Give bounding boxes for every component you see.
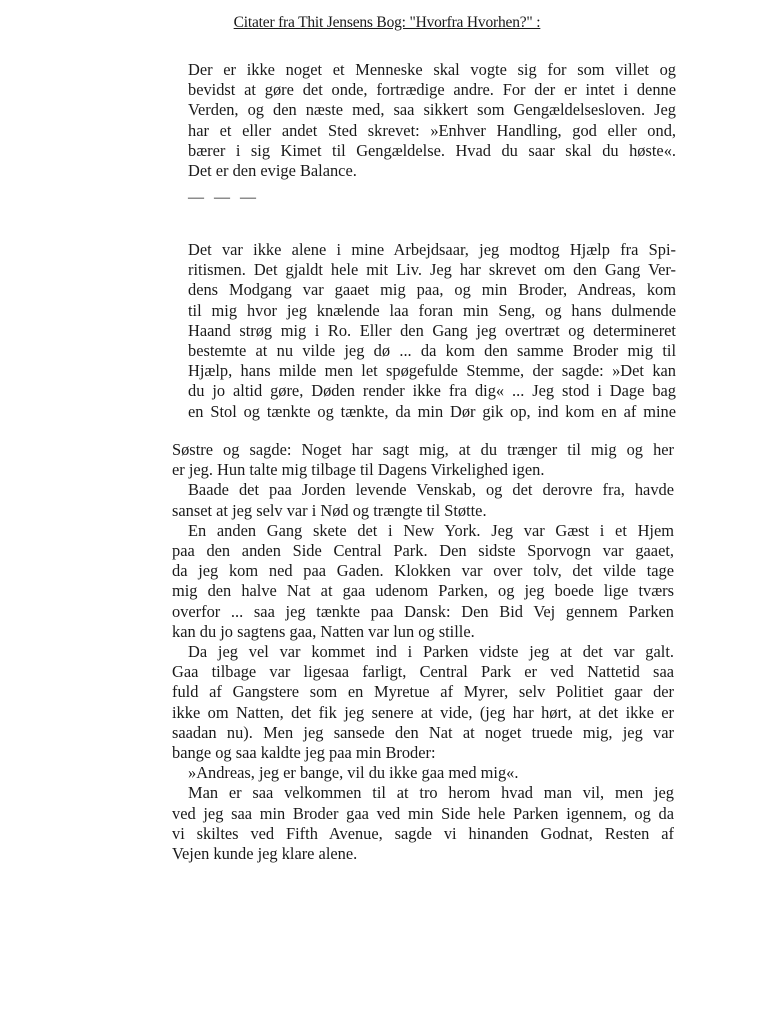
text-line: En anden Gang skete det i New York. Jeg var Gæst i et Hjem: [188, 520, 674, 540]
text-line: saadan nu). Men jeg sansede den Nat at noget truede mig, jeg var: [172, 722, 674, 742]
text-line: Hjælp, hans milde men let spøgefulde Stemme, der sagde: »Det kan: [188, 361, 676, 381]
text-line: bærer i sig Kimet til Gengældelse. Hvad du saar skal du høste«.: [188, 140, 676, 160]
text-line: Verden, og den næste med, saa sikkert som Gengældelsesloven. Jeg: [188, 100, 676, 120]
text-line: da jeg kom ned paa Gaden. Klokken var over tolv, det vilde tage: [172, 561, 674, 581]
text-line: er jeg. Hun talte mig tilbage til Dagens Virkelighed igen.: [172, 460, 545, 480]
paragraph-spiritism: [188, 240, 676, 422]
text-line: Haand strøg mig i Ro. Eller den Gang jeg overtræt og determineret: [188, 320, 676, 340]
text-line: »Andreas, jeg er bange, vil du ikke gaa med mig«.: [188, 763, 519, 783]
text-line: har et eller andet Sted skrevet: »Enhver Handling, god eller ond,: [188, 120, 676, 140]
text-line: ved jeg saa min Broder gaa ved min Side hele Parken igennem, og da: [172, 803, 674, 823]
paragraph-balance: [188, 60, 676, 181]
text-line: vi skiltes ved Fifth Avenue, sagde vi hinanden Godnat, Resten af: [172, 823, 674, 843]
text-line: Søstre og sagde: Noget har sagt mig, at du trænger til mig og her: [172, 440, 674, 459]
text-line: kan du jo sagtens gaa, Natten var lun og stille.: [172, 621, 475, 641]
text-line: bange og saa kaldte jeg paa min Broder:: [172, 743, 436, 763]
text-line: sanset at jeg selv var i Nød og trængte til Støtte.: [172, 500, 487, 520]
text-line: ritismen. Det gjaldt hele mit Liv. Jeg har skrevet om den Gang Ver-: [188, 260, 676, 280]
text-line: Der er ikke noget et Menneske skal vogte sig for som villet og: [188, 60, 676, 79]
text-line: dens Modgang var gaaet mig paa, og min Broder, Andreas, kom: [188, 280, 676, 300]
text-line: Da jeg vel var kommet ind i Parken vidste jeg at det var galt.: [188, 642, 674, 662]
text-line: til mig hvor jeg knælende laa foran min Seng, og hans dulmende: [188, 300, 676, 320]
text-line: Gaa tilbage var ligesaa farligt, Central Park er ved Nattetid saa: [172, 662, 674, 682]
section-separator: — — —: [188, 189, 259, 206]
page-title: Citater fra Thit Jensens Bog: "Hvorfra Hvorhen?" :: [233, 14, 541, 31]
text-line: en Stol og tænkte og tænkte, da min Dør gik op, ind kom en af mine: [188, 401, 676, 421]
text-line: paa den anden Side Central Park. Den sidste Sporvogn var gaaet,: [172, 541, 674, 561]
text-line: bestemte at nu vilde jeg dø ... da kom den samme Broder mig til: [188, 341, 676, 361]
text-line: ikke om Natten, det fik jeg senere at vide, (jeg har hørt, at det ikke er: [172, 702, 674, 722]
text-line: Baade det paa Jorden levende Venskab, og det derovre fra, havde: [188, 480, 674, 500]
paragraph-new-york: [172, 440, 674, 864]
text-line: overfor ... saa jeg tænkte paa Dansk: Den Bid Vej gennem Parken: [172, 601, 674, 621]
text-line: Vejen kunde jeg klare alene.: [172, 844, 358, 864]
text-line: Det er den evige Balance.: [188, 161, 357, 181]
text-line: du jo altid gøre, Døden render ikke fra dig« ... Jeg stod i Dage bag: [188, 381, 676, 401]
text-line: Man er saa velkommen til at tro herom hvad man vil, men jeg: [188, 783, 674, 803]
text-line: fuld af Gangstere som en Myretue af Myrer, selv Politiet gaar der: [172, 682, 674, 702]
text-line: Det var ikke alene i mine Arbejdsaar, jeg modtog Hjælp fra Spi-: [188, 240, 676, 259]
text-line: bevidst at gøre det onde, fortrædige andre. For der er intet i denne: [188, 80, 676, 100]
text-line: mig den halve Nat at gaa udenom Parken, og jeg boede lige tværs: [172, 581, 674, 601]
